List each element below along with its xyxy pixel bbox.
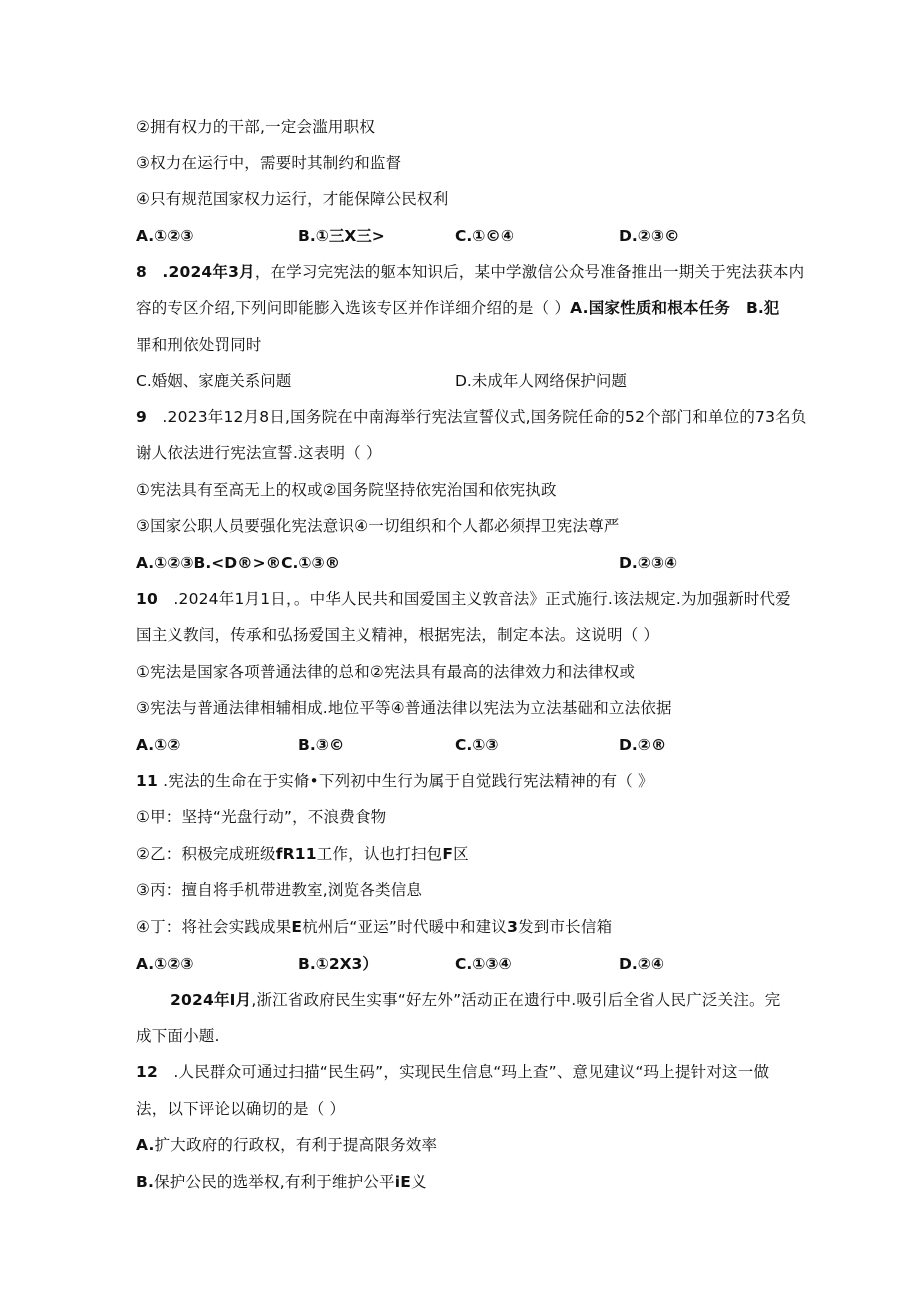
question-11-statement-2: ②乙：积极完成班级fR11工作，认也打扫包F区 — [136, 845, 469, 863]
material-intro: 2024年I月,浙江省政府民生实事“好左外”活动正在遗行中.吸引后全省人民广泛关注。完 — [170, 991, 781, 1009]
question-9-statements-1: ①宪法具有至高无上的权或②国务院坚持依宪治国和依宪执政 — [136, 481, 557, 499]
question-10-stem: 10 .2024年1月1日，。中华人民共和国爱国主义敦音法》正式施行.该法规定.为加强新时代爱 — [136, 590, 791, 608]
question-11-statement-3: ③丙：擅自将手机带进教室,浏览各类信息 — [136, 881, 423, 899]
option-a: A.①② — [136, 736, 181, 754]
question-9-statements-2: ③国家公职人员要强化宪法意识④一切组织和个人都必须捍卫宪法尊严 — [136, 517, 620, 535]
option-b: B.③© — [298, 736, 345, 754]
question-number: 9 — [136, 408, 147, 426]
option-b-cont: 罪和刑依处罚同时 — [136, 336, 262, 354]
material-intro-cont: 成下面小题. — [136, 1027, 220, 1045]
item-statement-4: ④只有规范国家权力运行，才能保障公民权利 — [136, 190, 449, 208]
question-11-statement-4: ④丁：将社会实践成果E杭州后“亚运”时代暖中和建议3发到市长信箱 — [136, 918, 613, 936]
option-b: B.保护公民的选举权,有利于维护公平iE义 — [136, 1173, 427, 1191]
question-11-statement-1: ①甲：坚持“光盘行动”，不浪费食物 — [136, 808, 387, 826]
question-9-options-abc: A.①②③B.<D®>®C.①③® — [136, 554, 341, 572]
question-10-statements-2: ③宪法与普通法律相辅相成.地位平等④普通法律以宪法为立法基础和立法依据 — [136, 699, 672, 717]
option-a: A.①②③ — [136, 227, 194, 245]
option-c: C.婚姻、家鹿关系问题 — [136, 372, 292, 390]
question-number: 10 — [136, 590, 158, 608]
option-b: B.①三X三> — [298, 227, 385, 245]
question-12-stem-cont: 法，以下评论以确切的是（ ） — [136, 1100, 346, 1118]
option-d: D.②④ — [619, 955, 665, 973]
item-statement-3: ③权力在运行中，需要时其制约和监督 — [136, 154, 402, 172]
question-12-stem: 12 .人民群众可通过扫描“民生码”，实现民生信息“玛上查”、意见建议“玛上提针对这一做 — [136, 1063, 770, 1081]
question-number: 8 — [136, 263, 147, 281]
option-c: C.①③ — [455, 736, 499, 754]
question-9-stem: 9 .2023年12月8日,国务院在中南海举行宪法宣誓仪式,国务院任命的52个部门和单位的73名负 — [136, 408, 807, 426]
question-number: 12 — [136, 1063, 158, 1081]
question-8-stem: 8 .2024年3月，在学习完宪法的躯本知识后，某中学激信公众号准备推出一期关于宪法获本内 — [136, 263, 805, 281]
question-10-stem-cont: 国主义教闫，传承和弘扬爱国主义精神，根据宪法，制定本法。这说明（ ） — [136, 626, 660, 644]
question-10-statements-1: ①宪法是国家各项普通法律的总和②宪法具有最高的法律效力和法律权或 — [136, 663, 636, 681]
option-d: D.②® — [619, 736, 667, 754]
question-8-stem-cont: 容的专区介绍,下列问即能膨入选该专区并作详细介绍的是（ ）A.国家性质和根本任务 — [136, 299, 731, 317]
option-a: A.①②③ — [136, 955, 194, 973]
option-a: A.扩大政府的行政权，有利于提高限务效率 — [136, 1136, 438, 1154]
option-d: D.未成年人网络保护问题 — [455, 372, 627, 390]
option-c: C.①©④ — [455, 227, 515, 245]
item-statement-2: ②拥有权力的干部,一定会滥用职权 — [136, 118, 376, 136]
question-11-stem: 11 .宪法的生命在于实脩•下列初中生行为属于自觉践行宪法精神的有（ 》 — [136, 772, 654, 790]
option-a: A.国家性质和根本任务 — [570, 299, 731, 317]
option-c: C.①③④ — [455, 955, 512, 973]
question-number: 11 — [136, 772, 158, 790]
option-d: D.②③④ — [619, 554, 678, 572]
option-b: B.犯 — [746, 299, 780, 317]
question-9-stem-cont: 谢人依法进行宪法宣誓.这表明（ ） — [136, 444, 382, 462]
option-b: B.①2X3） — [298, 955, 378, 973]
option-d: D.②③© — [619, 227, 680, 245]
